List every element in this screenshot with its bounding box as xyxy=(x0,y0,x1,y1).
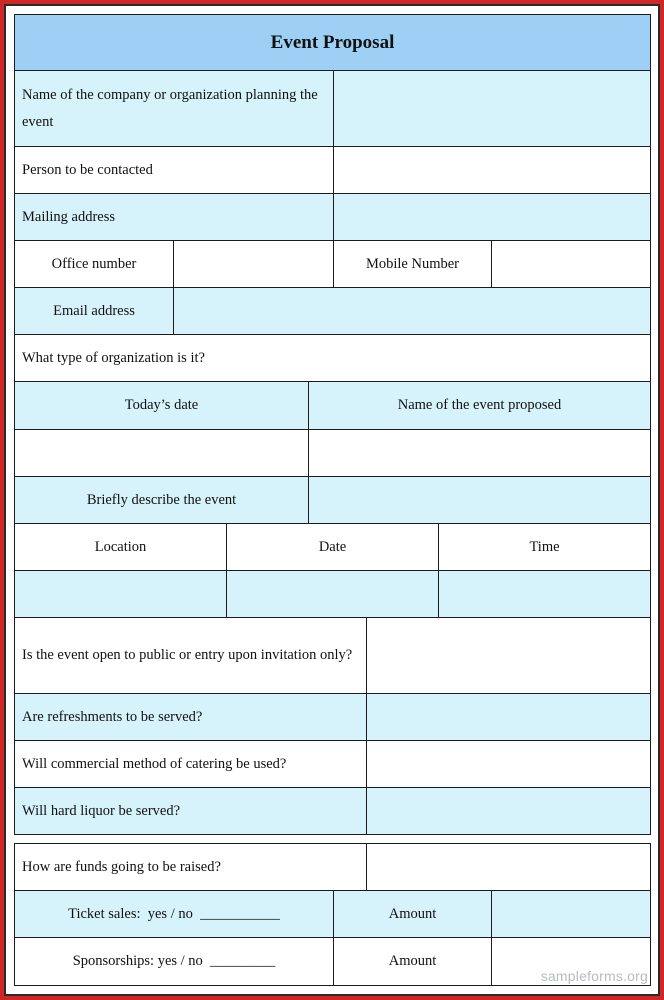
time-field[interactable] xyxy=(438,570,651,618)
contact-person-field[interactable] xyxy=(333,146,651,194)
open-to-public-field[interactable] xyxy=(366,617,651,694)
mobile-number-field[interactable] xyxy=(491,240,651,288)
date-label xyxy=(226,523,439,571)
contact-person-label-text: Person to be contacted xyxy=(22,161,153,178)
org-type-field[interactable] xyxy=(14,334,651,382)
todays-date-label xyxy=(14,381,309,430)
watermark: sampleforms.org xyxy=(540,968,648,984)
company-name-label-text: Name of the company or organization planning the event xyxy=(22,86,318,130)
office-number-label-text: Office number xyxy=(51,255,137,272)
todays-date-label-text: Today’s date xyxy=(124,397,199,413)
email-address-label-text: Email address xyxy=(53,302,135,319)
sponsorship-amount-label-text: Amount xyxy=(388,953,437,969)
sponsorships-field[interactable] xyxy=(14,937,334,986)
refreshments-label xyxy=(14,693,367,741)
mailing-address-label xyxy=(14,193,334,241)
open-to-public-label-text: Is the event open to public or entry upon invitation only? xyxy=(22,647,353,663)
sponsorships-label-text: Sponsorships: yes / no _________ xyxy=(72,953,276,969)
refreshments-label-text: Are refreshments to be served? xyxy=(22,708,203,725)
ticket-amount-field[interactable] xyxy=(491,890,651,938)
contact-person-label xyxy=(14,146,334,194)
funds-field[interactable] xyxy=(366,843,651,891)
mobile-number-label-text: Mobile Number xyxy=(365,255,460,272)
email-address-field[interactable] xyxy=(173,287,651,335)
funds-label xyxy=(14,843,367,891)
describe-event-label-text: Briefly describe the event xyxy=(86,491,237,508)
location-label xyxy=(14,523,227,571)
company-name-label xyxy=(14,70,334,147)
describe-event-label xyxy=(14,476,309,524)
time-label-text: Time xyxy=(529,538,560,555)
email-address-label xyxy=(14,287,174,335)
mailing-address-field[interactable] xyxy=(333,193,651,241)
sponsorship-amount-label xyxy=(333,937,492,986)
todays-date-field[interactable] xyxy=(14,429,309,477)
mobile-number-label xyxy=(333,240,492,288)
mailing-address-label-text: Mailing address xyxy=(22,208,116,225)
date-field[interactable] xyxy=(226,570,439,618)
form-title xyxy=(14,14,651,71)
ticket-sales-field[interactable] xyxy=(14,890,334,938)
event-name-field[interactable] xyxy=(308,429,651,477)
describe-event-field[interactable] xyxy=(308,476,651,524)
date-label-text: Date xyxy=(318,538,347,555)
org-type-label-text: What type of organization is it? xyxy=(22,349,205,366)
ticket-sales-label-text: Ticket sales: yes / no ___________ xyxy=(68,905,280,922)
location-field[interactable] xyxy=(14,570,227,618)
time-label xyxy=(438,523,651,571)
company-name-field[interactable] xyxy=(333,70,651,147)
form-title-text: Event Proposal xyxy=(270,32,395,53)
event-name-label-text: Name of the event proposed xyxy=(397,397,562,413)
location-label-text: Location xyxy=(94,538,147,555)
catering-label-text: Will commercial method of catering be used? xyxy=(22,755,287,772)
refreshments-field[interactable] xyxy=(366,693,651,741)
office-number-label xyxy=(14,240,174,288)
ticket-amount-label xyxy=(333,890,492,938)
hard-liquor-field[interactable] xyxy=(366,787,651,835)
event-name-label xyxy=(308,381,651,430)
catering-label xyxy=(14,740,367,788)
funds-label-text: How are funds going to be raised? xyxy=(22,858,221,875)
hard-liquor-label-text: Will hard liquor be served? xyxy=(22,802,181,819)
ticket-amount-label-text: Amount xyxy=(388,905,437,922)
office-number-field[interactable] xyxy=(173,240,334,288)
open-to-public-label xyxy=(14,617,367,694)
catering-field[interactable] xyxy=(366,740,651,788)
hard-liquor-label xyxy=(14,787,367,835)
